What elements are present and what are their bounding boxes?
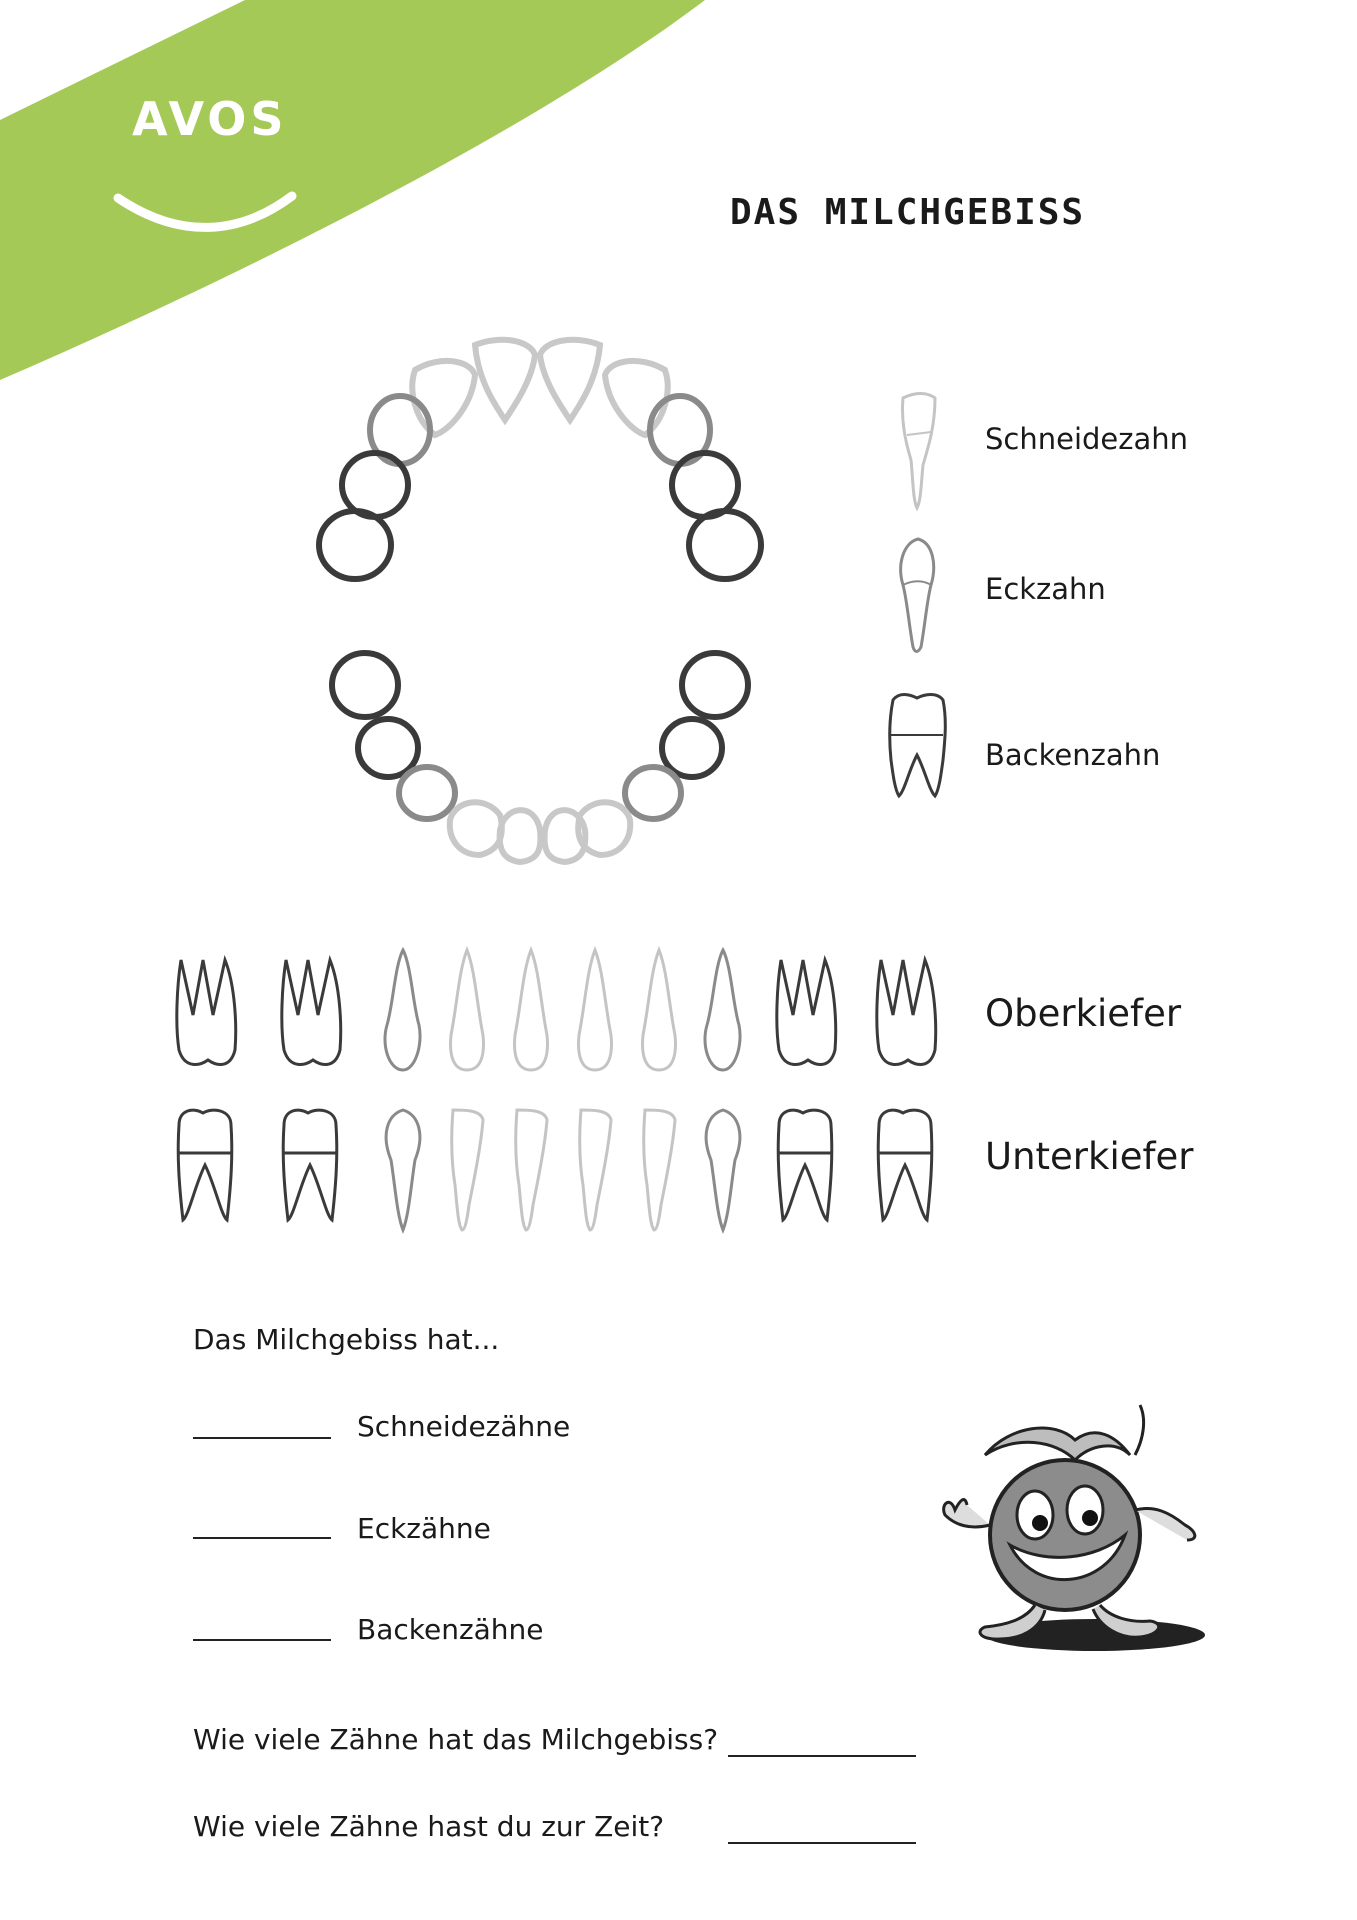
lower-jaw-label: Unterkiefer xyxy=(985,1135,1194,1178)
answer-blank-canines[interactable] xyxy=(193,1537,331,1539)
lower-incisor xyxy=(644,1110,675,1230)
canine-icon xyxy=(893,535,943,655)
upper-incisor xyxy=(515,950,548,1070)
logo: AVOS xyxy=(132,92,288,146)
lower-incisor xyxy=(452,1110,483,1230)
lower-molar xyxy=(283,1110,337,1220)
upper-molar xyxy=(282,960,341,1064)
molar-icon xyxy=(885,690,950,800)
upper-jaw-label: Oberkiefer xyxy=(985,992,1182,1035)
answer-blank-molars[interactable] xyxy=(193,1639,331,1641)
count-label-canines: Eckzähne xyxy=(357,1512,491,1545)
upper-molar xyxy=(177,960,236,1064)
upper-incisor xyxy=(643,950,676,1070)
count-label-molars: Backenzähne xyxy=(357,1613,544,1646)
lower-canine xyxy=(386,1110,420,1230)
upper-molar xyxy=(877,960,936,1064)
lower-molar xyxy=(878,1110,932,1220)
question-own: Wie viele Zähne hast du zur Zeit? xyxy=(193,1810,665,1843)
question-total: Wie viele Zähne hat das Milchgebiss? xyxy=(193,1723,719,1756)
dental-arch-diagram xyxy=(300,330,780,870)
lower-incisor xyxy=(516,1110,547,1230)
legend-label-canine: Eckzahn xyxy=(985,572,1106,606)
answer-blank-incisors[interactable] xyxy=(193,1437,331,1439)
upper-jaw-teeth xyxy=(175,945,945,1075)
lower-canine xyxy=(706,1110,740,1230)
lower-jaw-teeth xyxy=(175,1105,945,1235)
upper-incisor xyxy=(451,950,484,1070)
incisor-icon xyxy=(895,390,945,510)
lower-molar xyxy=(778,1110,832,1220)
answer-blank-own[interactable] xyxy=(728,1842,916,1844)
upper-molar xyxy=(777,960,836,1064)
answer-blank-total[interactable] xyxy=(728,1755,916,1757)
count-label-incisors: Schneidezähne xyxy=(357,1410,571,1443)
upper-canine xyxy=(705,950,740,1070)
apple-mascot-icon xyxy=(925,1395,1215,1665)
lower-incisor xyxy=(580,1110,611,1230)
questions-intro: Das Milchgebiss hat... xyxy=(193,1323,500,1356)
upper-canine xyxy=(385,950,420,1070)
upper-incisor xyxy=(579,950,612,1070)
page-title: DAS MILCHGEBISS xyxy=(730,192,1086,233)
lower-molar xyxy=(178,1110,232,1220)
legend-label-incisor: Schneidezahn xyxy=(985,422,1189,456)
legend-label-molar: Backenzahn xyxy=(985,738,1161,772)
